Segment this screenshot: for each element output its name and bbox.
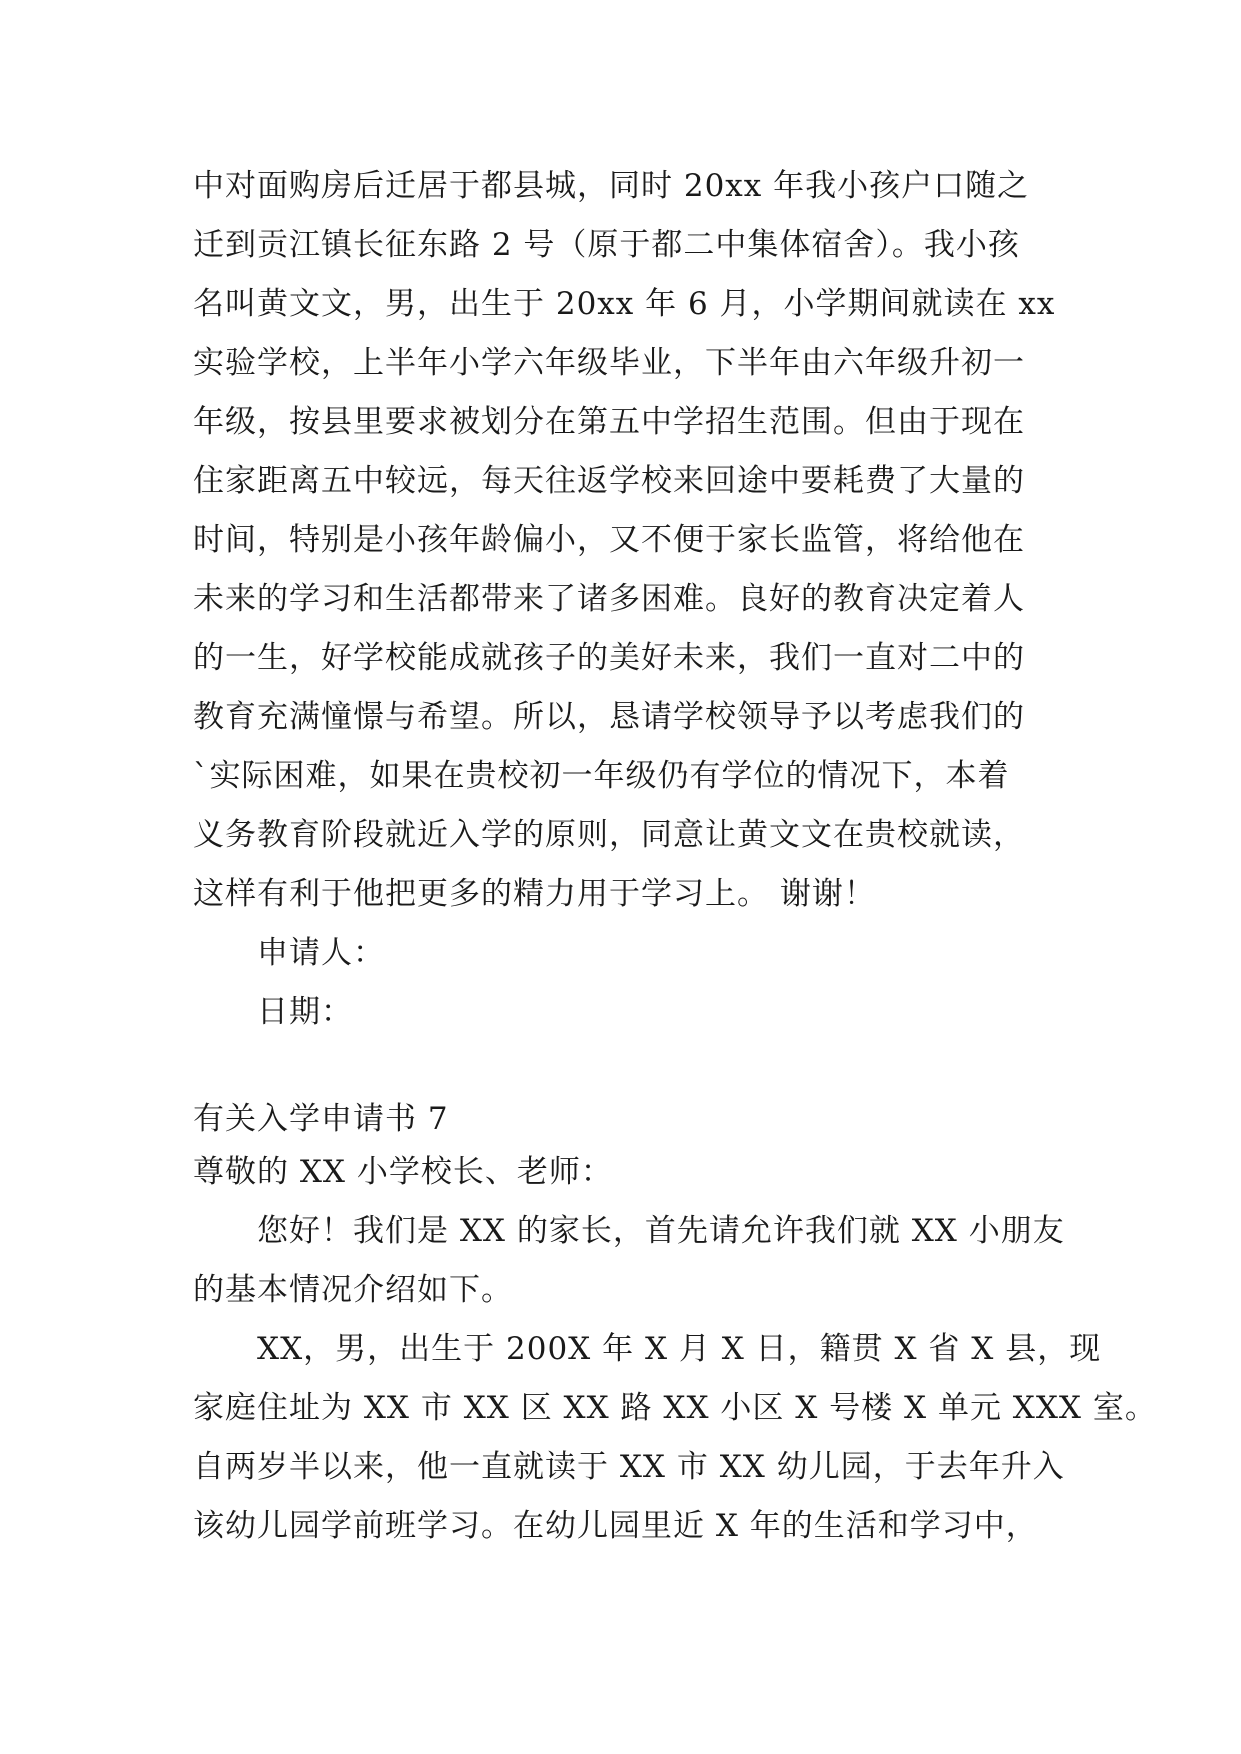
body-line-2: 迁到贡江镇长征东路 2 号（原于都二中集体宿舍）。我小孩 <box>193 227 1020 263</box>
greeting-line-1: 您好！我们是 XX 的家长，首先请允许我们就 XX 小朋友 <box>257 1213 1065 1249</box>
body-line-12: 义务教育阶段就近入学的原则，同意让黄文文在贵校就读， <box>193 817 1025 853</box>
body-line-13: 这样有利于他把更多的精力用于学习上。 谢谢！ <box>193 876 876 912</box>
intro-line-2: 家庭住址为 XX 市 XX 区 XX 路 XX 小区 X 号楼 X 单元 XXX 室。 <box>193 1390 1157 1426</box>
intro-line-3: 自两岁半以来，他一直就读于 XX 市 XX 幼儿园，于去年升入 <box>193 1449 1065 1485</box>
body-line-11: `实际困难，如果在贵校初一年级仍有学位的情况下，本着 <box>193 758 1010 794</box>
salutation: 尊敬的 XX 小学校长、老师： <box>193 1154 613 1190</box>
body-line-5: 年级，按县里要求被划分在第五中学招生范围。但由于现在 <box>193 404 1025 440</box>
body-line-8: 未来的学习和生活都带来了诸多困难。良好的教育决定着人 <box>193 581 1025 617</box>
body-line-4: 实验学校，上半年小学六年级毕业，下半年由六年级升初一 <box>193 345 1025 381</box>
body-line-1: 中对面购房后迁居于都县城，同时 20xx 年我小孩户口随之 <box>193 168 1030 204</box>
intro-line-1: XX，男，出生于 200X 年 X 月 X 日，籍贯 X 省 X 县，现 <box>257 1331 1102 1367</box>
intro-line-4: 该幼儿园学前班学习。在幼儿园里近 X 年的生活和学习中， <box>193 1508 1038 1544</box>
applicant-label: 申请人： <box>257 935 385 971</box>
body-line-6: 住家距离五中较远，每天往返学校来回途中要耗费了大量的 <box>193 463 1025 499</box>
greeting-line-2: 的基本情况介绍如下。 <box>193 1272 513 1308</box>
body-line-10: 教育充满憧憬与希望。所以，恳请学校领导予以考虑我们的 <box>193 699 1025 735</box>
body-line-3: 名叫黄文文，男，出生于 20xx 年 6 月，小学期间就读在 xx <box>193 286 1056 322</box>
body-line-9: 的一生，好学校能成就孩子的美好未来，我们一直对二中的 <box>193 640 1025 676</box>
section-title: 有关入学申请书 7 <box>193 1101 449 1137</box>
body-line-7: 时间，特别是小孩年龄偏小，又不便于家长监管，将给他在 <box>193 522 1025 558</box>
date-label: 日期： <box>257 994 353 1030</box>
